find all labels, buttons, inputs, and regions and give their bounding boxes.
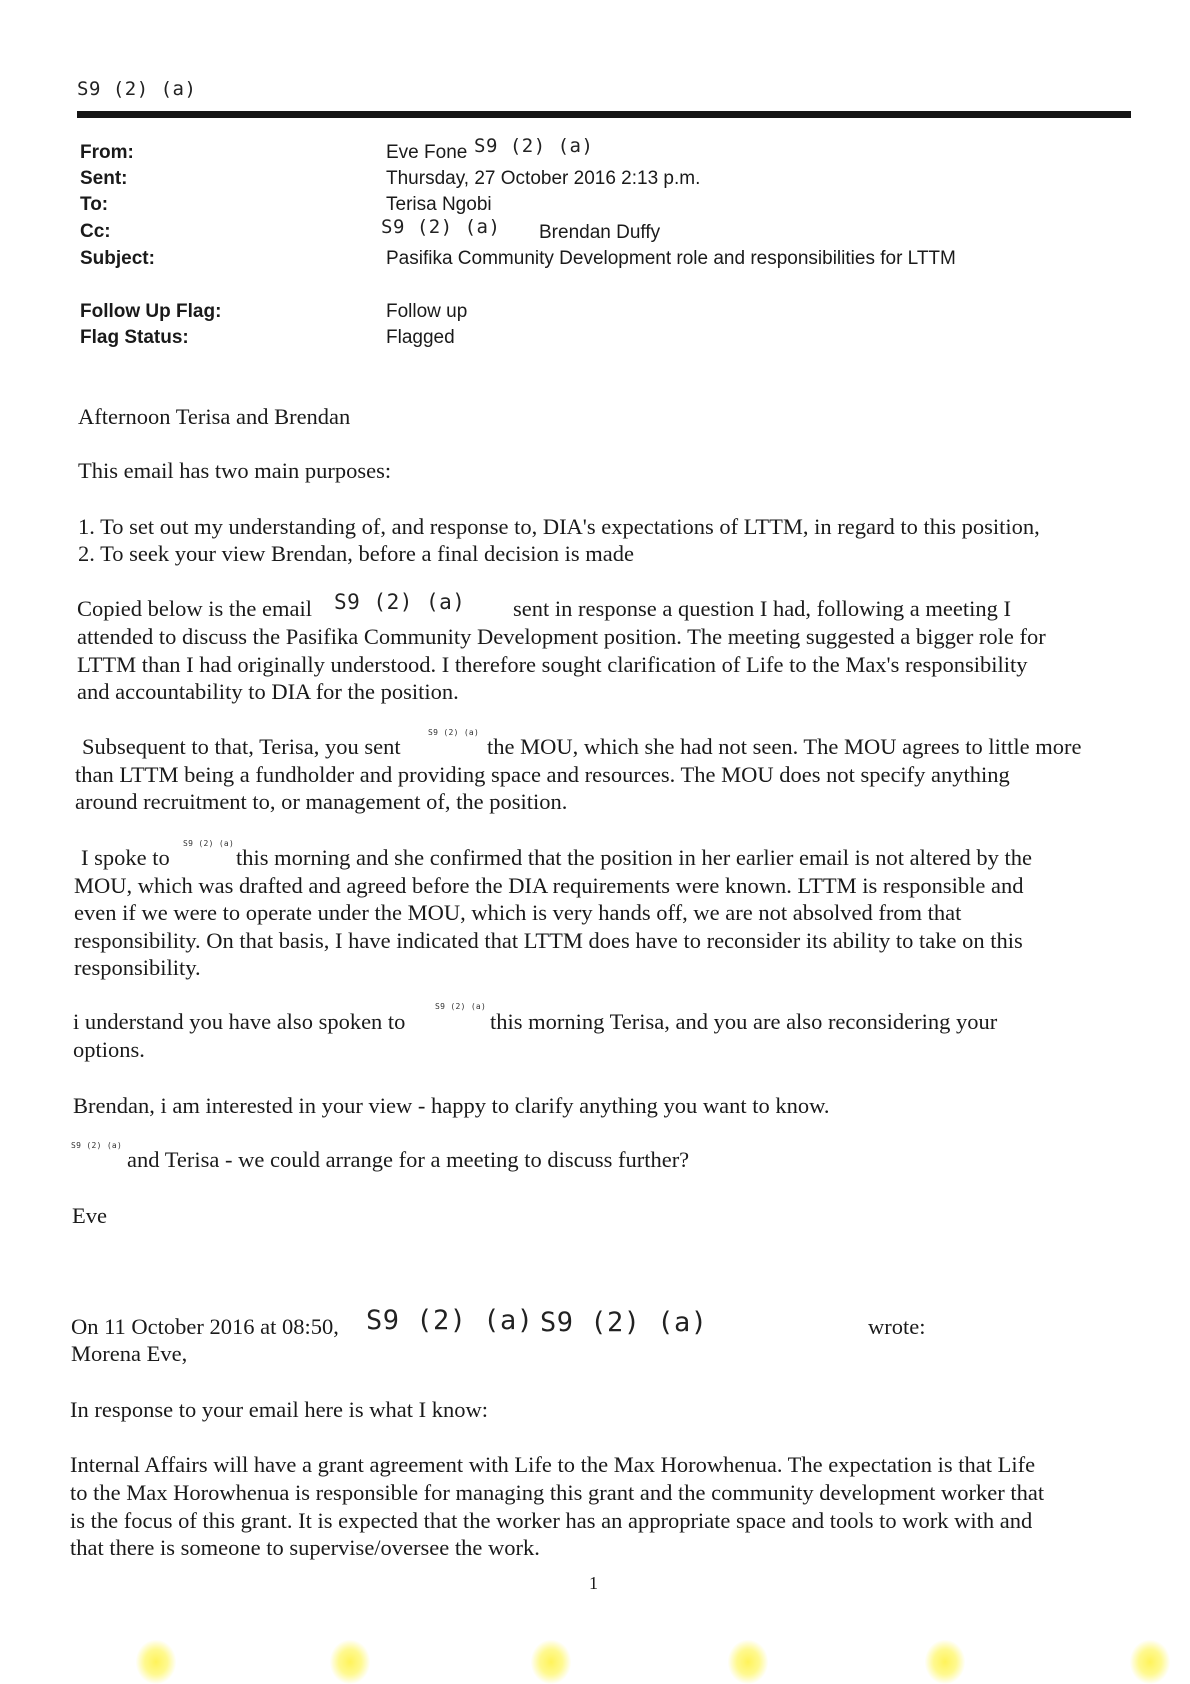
cc-redaction: S9 (2) (a)	[381, 216, 501, 238]
redaction: S9 (2) (a)	[183, 839, 235, 848]
scan-artifact	[728, 1640, 768, 1684]
paragraph-line: responsibility. On that basis, I have indicated that LTTM does have to reconsider its ability to take on this	[74, 928, 1023, 953]
redaction: S9 (2) (a)	[334, 590, 466, 614]
paragraph-line: around recruitment to, or management of, the position.	[75, 789, 568, 814]
flag-status-label: Flag Status:	[80, 327, 189, 348]
cc-label: Cc:	[80, 221, 111, 242]
redaction: S9 (2) (a)	[435, 1002, 487, 1011]
paragraph-line: even if we were to operate under the MOU, which is very hands off, we are not absolved from that	[74, 900, 962, 925]
salutation: Morena Eve,	[71, 1341, 188, 1366]
from-redaction: S9 (2) (a)	[474, 135, 594, 157]
paragraph-line: the MOU, which she had not seen. The MOU agrees to little more	[487, 734, 1082, 759]
redaction: S9 (2) (a)	[366, 1305, 534, 1336]
from-value: Eve Fone	[386, 142, 468, 163]
scan-artifact	[136, 1640, 176, 1684]
paragraph-line: this morning Terisa, and you are also reconsidering your	[490, 1009, 998, 1034]
list-item: 1. To set out my understanding of, and response to, DIA's expectations of LTTM, in regard to this position,	[78, 514, 1040, 539]
list-item: 2. To seek your view Brendan, before a final decision is made	[78, 541, 634, 566]
paragraph-line: options.	[73, 1037, 145, 1062]
scan-artifact	[330, 1640, 370, 1684]
greeting: Afternoon Terisa and Brendan	[78, 404, 351, 429]
flag-status-value: Flagged	[386, 327, 455, 348]
subject-label: Subject:	[80, 248, 155, 269]
paragraph-line: attended to discuss the Pasifika Community Development position. The meeting suggested a bigger role for	[77, 624, 1046, 649]
paragraph-line: than LTTM being a fundholder and providing space and resources. The MOU does not specify anything	[75, 762, 1010, 787]
cc-value: Brendan Duffy	[539, 222, 661, 243]
quoted-intro-wrote: wrote:	[868, 1314, 926, 1339]
quoted-intro: On 11 October 2016 at 08:50,	[71, 1314, 339, 1339]
paragraph-line: i understand you have also spoken to	[73, 1009, 406, 1034]
intro: This email has two main purposes:	[78, 458, 392, 483]
paragraph-line: that there is someone to supervise/oversee the work.	[70, 1535, 540, 1560]
paragraph-line: to the Max Horowhenua is responsible for managing this grant and the community development worker that	[70, 1480, 1045, 1505]
to-value: Terisa Ngobi	[386, 194, 492, 215]
to-label: To:	[80, 194, 109, 215]
page-header-redaction: S9 (2) (a)	[77, 78, 197, 100]
subject-value: Pasifika Community Development role and responsibilities for LTTM	[386, 248, 956, 269]
redaction: S9 (2) (a)	[540, 1307, 708, 1338]
redaction: S9 (2) (a)	[428, 728, 480, 737]
paragraph-line: Brendan, i am interested in your view - happy to clarify anything you want to know.	[73, 1093, 830, 1118]
redaction: S9 (2) (a)	[71, 1141, 123, 1150]
paragraph-line: Copied below is the email	[77, 596, 312, 621]
paragraph-line: and Terisa - we could arrange for a meeting to discuss further?	[127, 1147, 690, 1172]
paragraph-line: responsibility.	[74, 955, 201, 980]
paragraph-line: LTTM than I had originally understood. I therefore sought clarification of Life to the Max's responsibility	[77, 652, 1028, 677]
follow-up-flag-value: Follow up	[386, 301, 468, 322]
paragraph-line: and accountability to DIA for the position.	[77, 679, 459, 704]
page-number: 1	[589, 1573, 598, 1593]
sent-label: Sent:	[80, 168, 128, 189]
follow-up-flag-label: Follow Up Flag:	[80, 301, 222, 322]
paragraph-line: I spoke to	[81, 845, 170, 870]
scan-artifact	[531, 1640, 571, 1684]
signoff: Eve	[72, 1203, 107, 1228]
paragraph-line: Subsequent to that, Terisa, you sent	[82, 734, 401, 759]
paragraph-line: Internal Affairs will have a grant agreement with Life to the Max Horowhenua. The expectation is that Life	[70, 1452, 1036, 1477]
scan-artifact	[925, 1640, 965, 1684]
paragraph-line: In response to your email here is what I know:	[70, 1397, 489, 1422]
paragraph-line: is the focus of this grant. It is expected that the worker has an appropriate space and tools to work with and	[70, 1508, 1033, 1533]
scan-artifact	[1130, 1640, 1170, 1684]
paragraph-line: this morning and she confirmed that the position in her earlier email is not altered by the	[236, 845, 1033, 870]
header-divider	[77, 111, 1131, 118]
sent-value: Thursday, 27 October 2016 2:13 p.m.	[386, 168, 701, 189]
from-label: From:	[80, 142, 134, 163]
paragraph-line: MOU, which was drafted and agreed before the DIA requirements were known. LTTM is responsible and	[74, 873, 1024, 898]
paragraph-line: sent in response a question I had, following a meeting I	[513, 596, 1012, 621]
